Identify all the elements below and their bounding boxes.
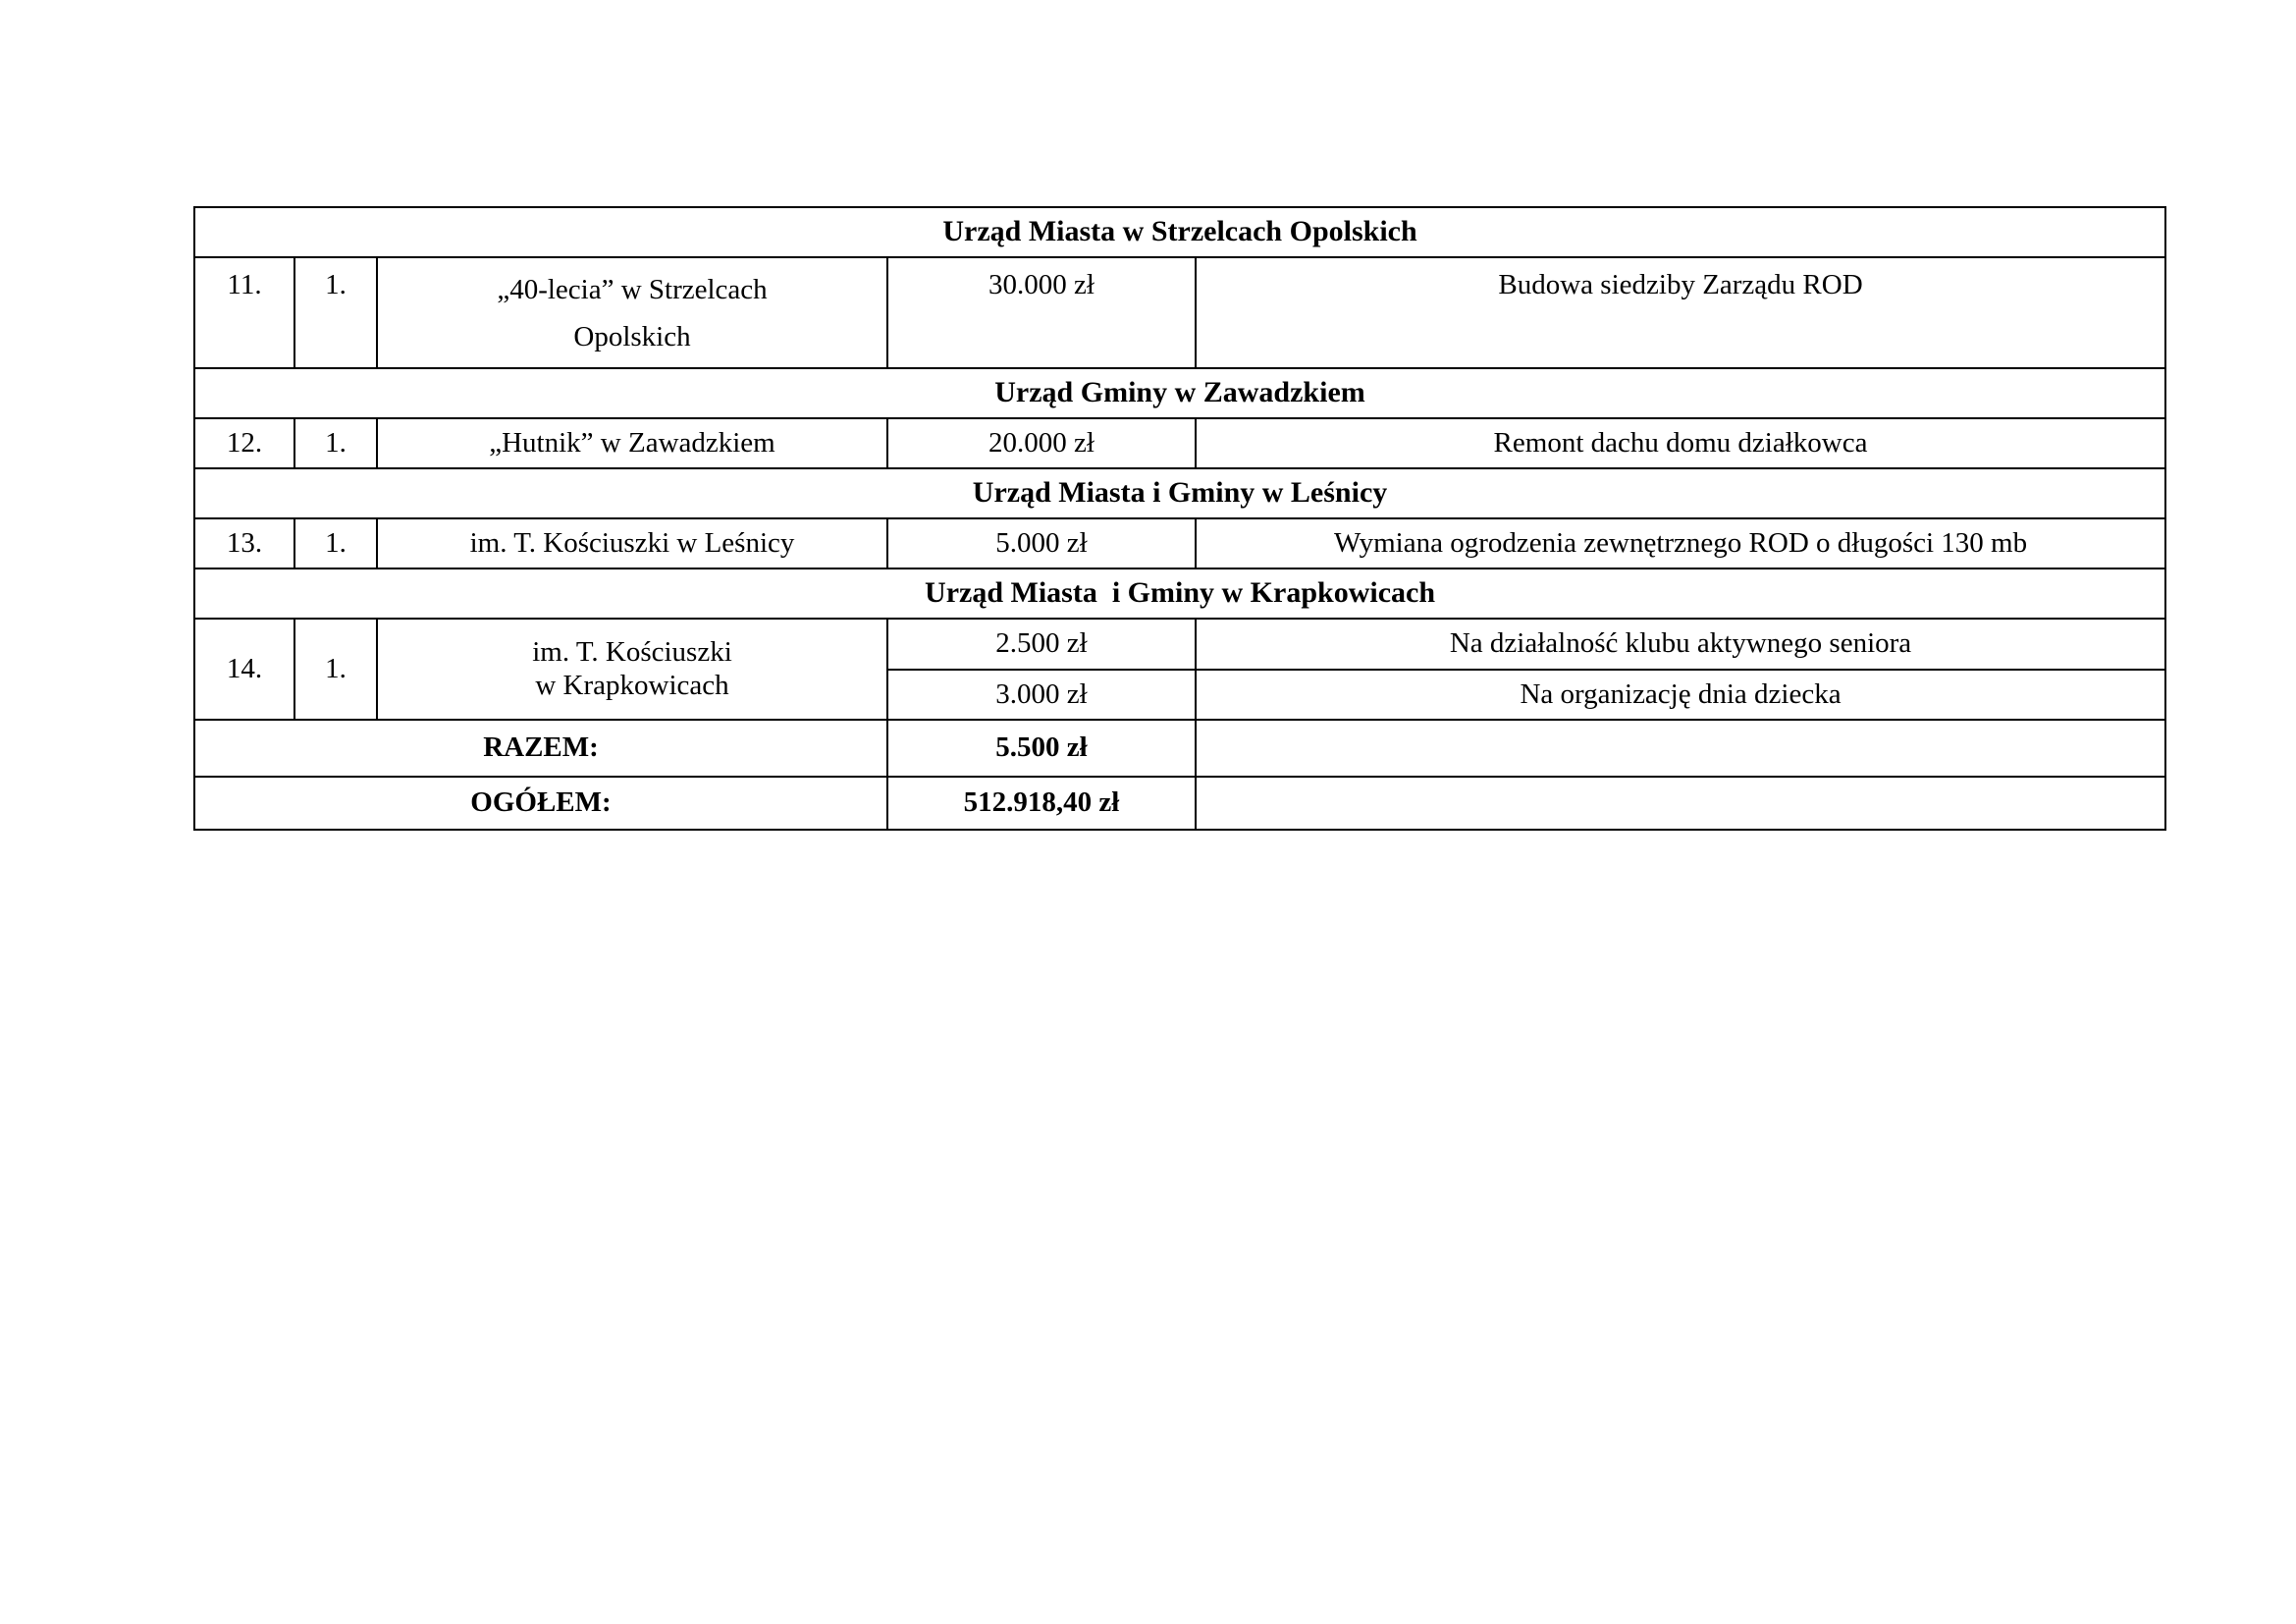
table-row [194,518,2165,568]
empty-cell [1196,777,2165,830]
amount-cell: 5.000 zł [887,518,1196,568]
razem-label: RAZEM: [194,720,887,777]
purpose-cell: Na działalność klubu aktywnego seniora [1196,619,2165,670]
row-no-cell: 13. [194,518,294,568]
ogolem-amount: 512.918,40 zł [887,777,1196,830]
amount-cell: 30.000 zł [887,257,1196,368]
row-subno-cell: 1. [294,418,377,468]
section-header-row [194,568,2165,619]
section-title: Urząd Miasta w Strzelcach Opolskich [194,207,2165,257]
rod-name-line2: w Krapkowicach [535,669,729,701]
grants-table [193,206,2166,831]
row-no-cell: 12. [194,418,294,468]
razem-amount: 5.500 zł [887,720,1196,777]
row-subno-cell: 1. [294,518,377,568]
purpose-cell: Budowa siedziby Zarządu ROD [1196,257,2165,368]
section-header-row [194,468,2165,518]
empty-cell [1196,720,2165,777]
amount-cell: 3.000 zł [887,670,1196,720]
table-row [194,619,2165,670]
purpose-cell: Wymiana ogrodzenia zewnętrznego ROD o długości 130 mb [1196,518,2165,568]
rod-name-line2: Opolskich [573,320,691,352]
row-subno-cell: 1. [294,257,377,368]
rod-name-cell: im. T. Kościuszki w Leśnicy [377,518,887,568]
section-header-row [194,207,2165,257]
rod-name-line1: „40-lecia” w Strzelcach [497,273,768,305]
row-no-cell: 11. [194,257,294,368]
rod-name-cell [377,257,887,368]
section-title: Urząd Miasta i Gminy w Krapkowicach [194,568,2165,619]
ogolem-row [194,777,2165,830]
section-title: Urząd Gminy w Zawadzkiem [194,368,2165,418]
row-no-cell: 14. [194,619,294,720]
amount-cell: 20.000 zł [887,418,1196,468]
ogolem-label: OGÓŁEM: [194,777,887,830]
purpose-cell: Na organizację dnia dziecka [1196,670,2165,720]
razem-row [194,720,2165,777]
table-row [194,257,2165,368]
rod-name-line1: im. T. Kościuszki [532,636,732,669]
rod-name-cell: „Hutnik” w Zawadzkiem [377,418,887,468]
rod-name-cell [377,619,887,720]
table-row [194,418,2165,468]
amount-cell: 2.500 zł [887,619,1196,670]
section-header-row [194,368,2165,418]
section-title: Urząd Miasta i Gminy w Leśnicy [194,468,2165,518]
row-subno-cell: 1. [294,619,377,720]
purpose-cell: Remont dachu domu działkowca [1196,418,2165,468]
